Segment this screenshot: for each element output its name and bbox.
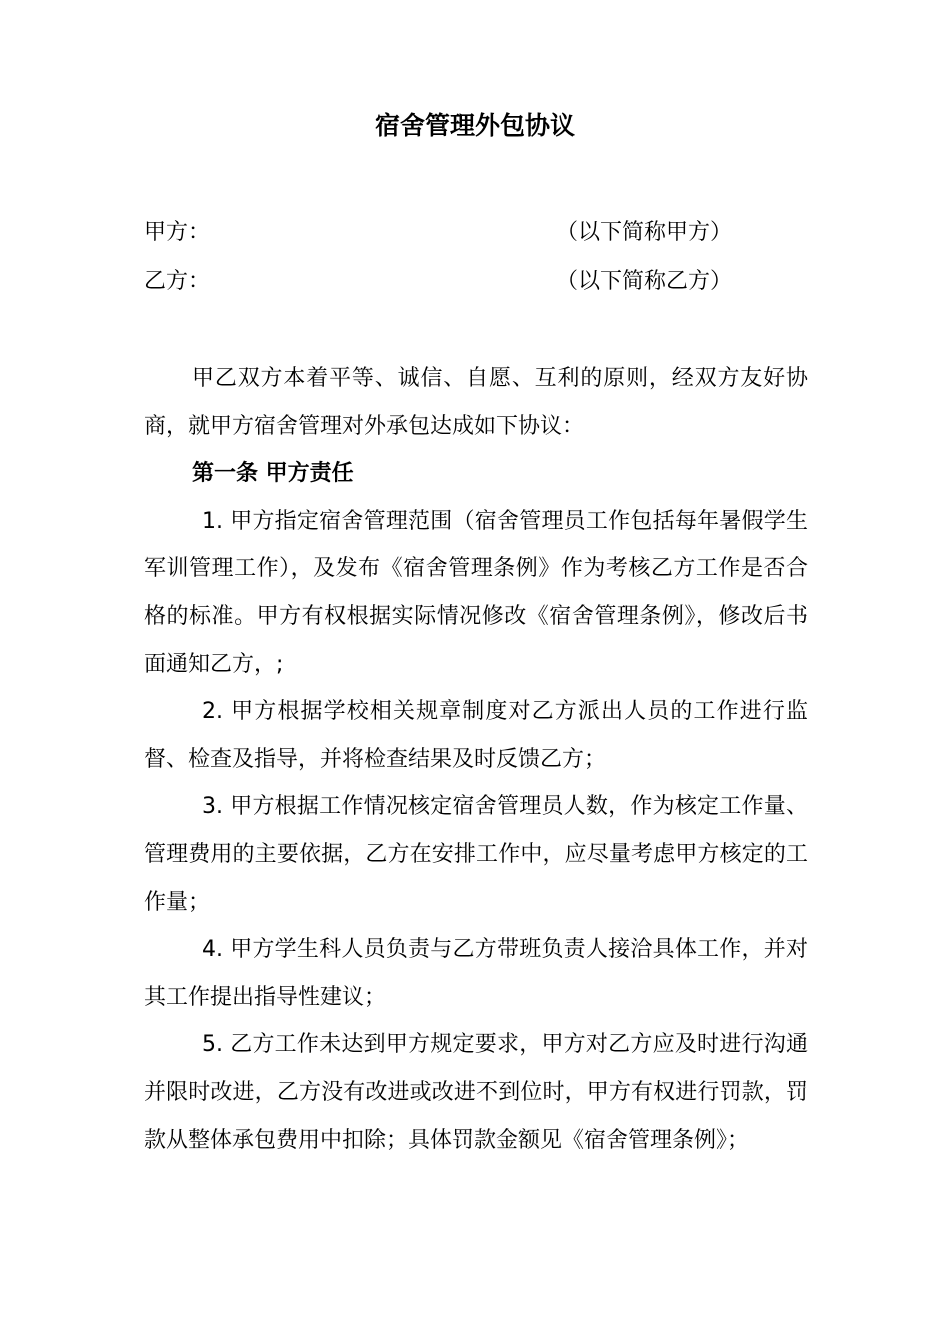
document-title: 宿舍管理外包协议 — [374, 111, 575, 140]
party-b-line — [144, 265, 824, 299]
clause-item: 2. 甲方根据学校相关规章制度对乙方派出人员的工作进行监督、检查及指导，并将检查结果及时反馈乙方； — [144, 699, 808, 772]
intro-paragraph: 甲乙双方本着平等、诚信、自愿、互利的原则，经双方友好协商，就甲方宿舍管理对外承包达成如下协议： — [144, 366, 808, 439]
article-1-heading: 第一条 甲方责任 — [192, 461, 354, 487]
clause-item: 5. 乙方工作未达到甲方规定要求，甲方对乙方应及时进行沟通并限时改进，乙方没有改进或改进不到位时，甲方有权进行罚款，罚款从整体承包费用中扣除；具体罚款金额见《宿舍管理条例》； — [144, 1032, 808, 1153]
party-a-label: 甲方： — [144, 220, 211, 245]
clause-item: 4. 甲方学生科人员负责与乙方带班负责人接洽具体工作，并对其工作提出指导性建议； — [144, 937, 808, 1010]
clause-item: 3. 甲方根据工作情况核定宿舍管理员人数，作为核定工作量、管理费用的主要依据，乙方在安排工作中，应尽量考虑甲方核定的工作量； — [144, 794, 808, 915]
party-a-alias: （以下简称甲方） — [556, 220, 733, 245]
party-a-line — [144, 216, 824, 250]
party-b-label: 乙方： — [144, 269, 211, 294]
agreement-body — [144, 355, 808, 1164]
party-b-alias: （以下简称乙方） — [556, 269, 733, 294]
clause-item: 1. 甲方指定宿舍管理范围（宿舍管理员工作包括每年暑假学生军训管理工作），及发布《宿舍管理条例》作为考核乙方工作是否合格的标准。甲方有权根据实际情况修改《宿舍管理条例》，修改后书面通知乙方，; — [144, 508, 808, 677]
